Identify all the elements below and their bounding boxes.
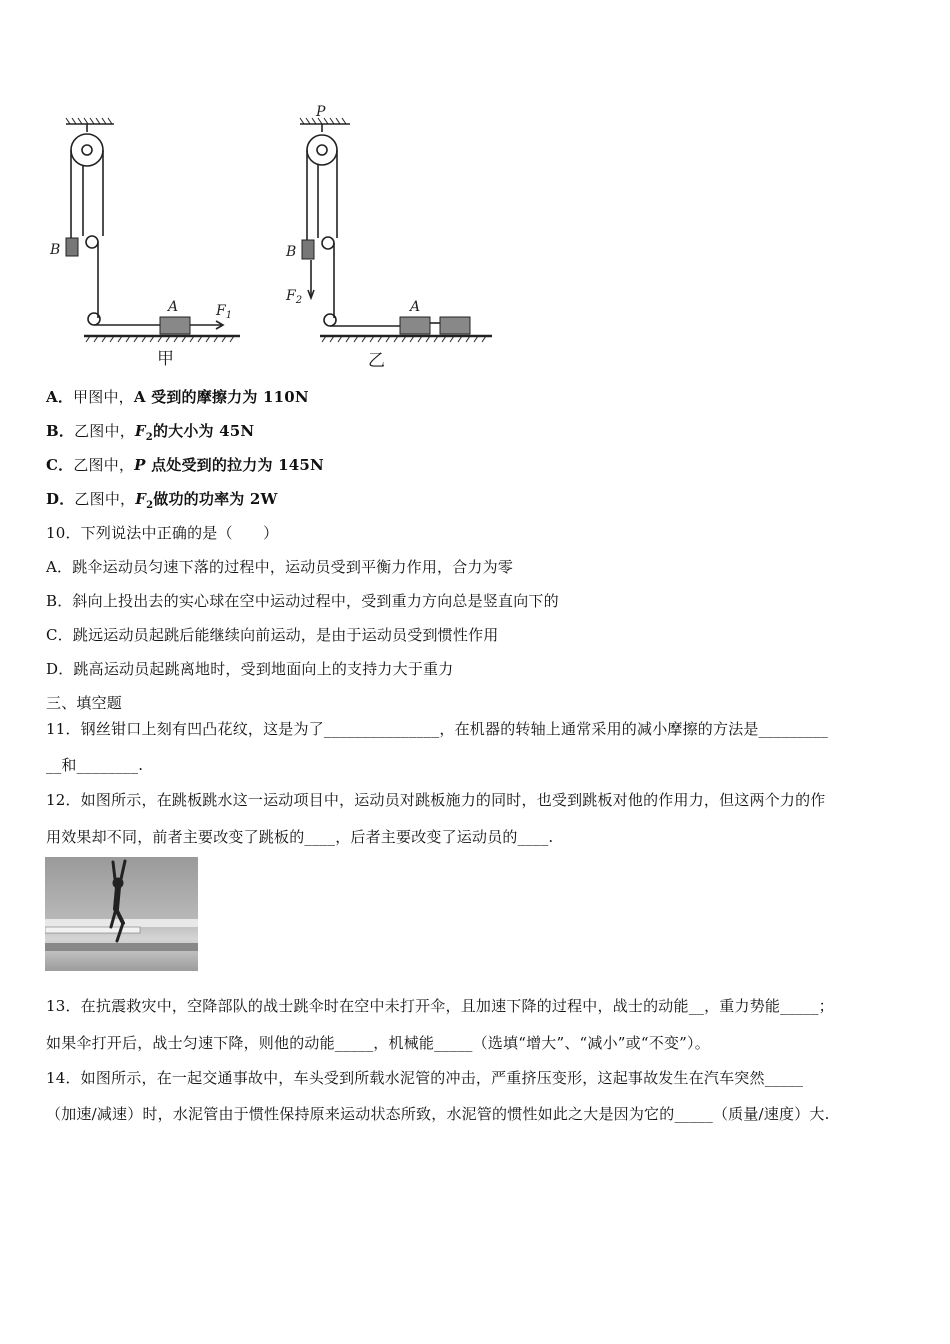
- q9-option-d: D．乙图中，$F_2$做功的功率为 2W: [46, 490, 278, 511]
- label-b: B: [286, 244, 297, 260]
- q10-option-c: C．跳远运动员起跳后能继续向前运动，是由于运动员受到惯性作用: [46, 626, 499, 644]
- q12-line1: 12．如图所示，在跳板跳水这一运动项目中，运动员对跳板施力的同时，也受到跳板对他的作用力，但这两个力的作: [46, 791, 826, 809]
- q9-option-b: B．乙图中，$F_2$的大小为 45N: [46, 422, 255, 443]
- label-f1: $F_1$: [216, 303, 233, 321]
- q11-line1: 11．钢丝钳口上刻有凹凸花纹，这是为了_______________，在机器的转轴上通常采用的减小摩擦的方法是_________: [46, 720, 828, 738]
- q13-line1: 13．在抗震救灾中，空降部队的战士跳伞时在空中未打开伞，且加速下降的过程中，战士的动能__，重力势能_____；: [46, 997, 834, 1015]
- q10-stem: 10．下列说法中正确的是（ ）: [46, 524, 279, 542]
- q13-line2: 如果伞打开后，战士匀速下降，则他的动能_____，机械能_____（选填“增大”、“减小”或“不变”）。: [46, 1034, 710, 1052]
- label-f2: $F_2$: [286, 288, 303, 306]
- caption-yi: 乙: [368, 351, 385, 371]
- pulley-diagram-yi: [280, 100, 500, 375]
- label-a: A: [168, 299, 179, 315]
- caption-jia: 甲: [157, 349, 174, 369]
- label-p: P: [316, 104, 326, 120]
- q10-option-a: A．跳伞运动员匀速下落的过程中，运动员受到平衡力作用，合力为零: [46, 558, 514, 576]
- q9-option-c: C．乙图中，P 点处受到的拉力为 145N: [46, 456, 324, 474]
- q10-option-d: D．跳高运动员起跳离地时，受到地面向上的支持力大于重力: [46, 660, 454, 678]
- section-title: 三、填空题: [46, 694, 123, 712]
- diver-photo: [45, 857, 198, 971]
- q14-line1: 14．如图所示，在一起交通事故中，车头受到所载水泥管的冲击，严重挤压变形，这起事故发生在汽车突然_____: [46, 1069, 804, 1087]
- q11-line2: __和________.: [46, 756, 144, 774]
- label-b: B: [50, 242, 61, 258]
- q9-option-a: A．甲图中，A 受到的摩擦力为 110N: [46, 388, 309, 406]
- q10-option-b: B．斜向上投出去的实心球在空中运动过程中，受到重力方向总是竖直向下的: [46, 592, 559, 610]
- label-a: A: [410, 299, 421, 315]
- q12-line2: 用效果却不同，前者主要改变了跳板的____，后者主要改变了运动员的____.: [46, 828, 554, 846]
- q14-line2: （加速/减速）时，水泥管由于惯性保持原来运动状态所致，水泥管的惯性如此之大是因为它的_____（质量/速度）大.: [46, 1105, 830, 1123]
- pulley-diagram-jia: [40, 110, 250, 375]
